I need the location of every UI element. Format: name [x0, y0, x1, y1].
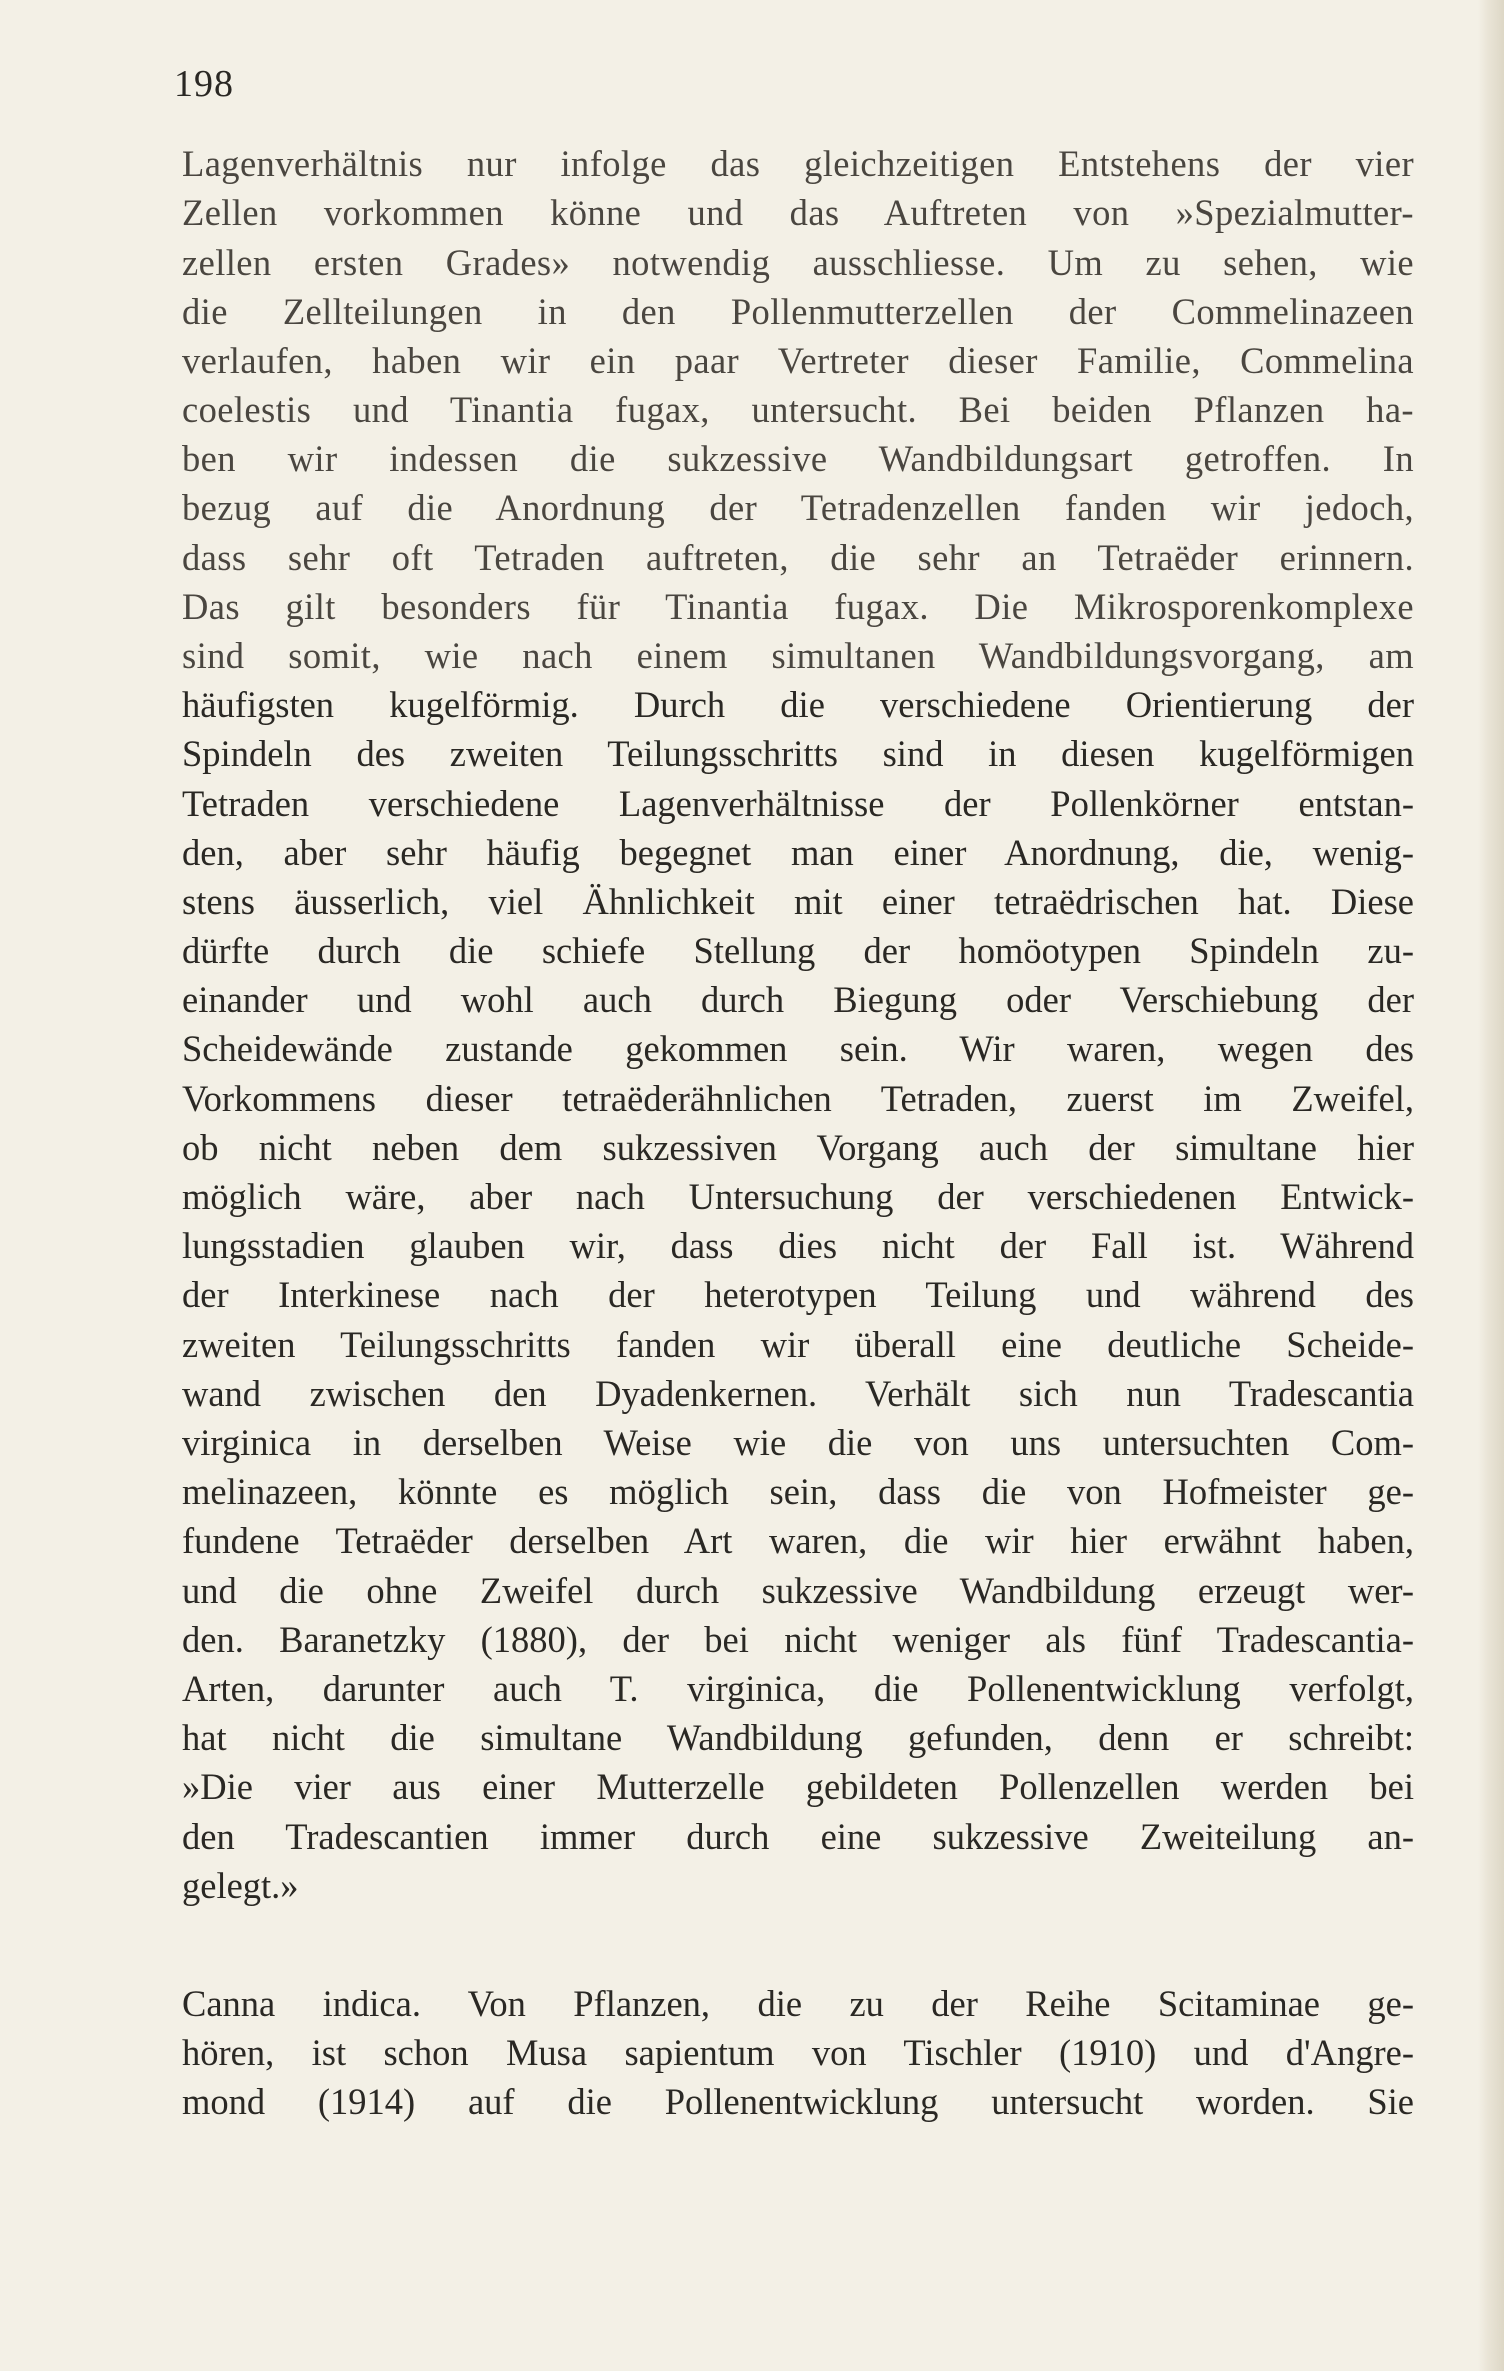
text-line: zweiten Teilungsschritts fanden wir überall eine deutliche Scheide- — [182, 1324, 1414, 1365]
text-line: ben wir indessen die sukzessive Wandbildungsart getroffen. In — [182, 438, 1414, 479]
text-line: Das gilt besonders für Tinantia fugax. Die Mikrosporenkomplexe — [182, 586, 1414, 627]
text-line: hat nicht die simultane Wandbildung gefunden, denn er schreibt: — [182, 1717, 1414, 1758]
text-line: wand zwischen den Dyadenkernen. Verhält sich nun Tradescantia — [182, 1373, 1414, 1414]
text-line: verlaufen, haben wir ein paar Vertreter dieser Familie, Commelina — [182, 340, 1414, 381]
text-line: die Zellteilungen in den Pollenmutterzellen der Commelinazeen — [182, 291, 1414, 332]
text-line: und die ohne Zweifel durch sukzessive Wandbildung erzeugt wer- — [182, 1570, 1414, 1611]
page-number: 198 — [174, 63, 234, 105]
text-line: der Interkinese nach der heterotypen Teilung und während des — [182, 1274, 1414, 1315]
text-line: bezug auf die Anordnung der Tetradenzellen fanden wir jedoch, — [182, 487, 1414, 528]
text-line: zellen ersten Grades» notwendig ausschliesse. Um zu sehen, wie — [182, 242, 1414, 283]
text-line: Zellen vorkommen könne und das Auftreten von »Spezialmutter- — [182, 192, 1414, 233]
text-line: coelestis und Tinantia fugax, untersucht. Bei beiden Pflanzen ha- — [182, 389, 1414, 430]
text-line: gelegt.» — [182, 1865, 299, 1906]
text-line: melinazeen, könnte es möglich sein, dass die von Hofmeister ge- — [182, 1471, 1414, 1512]
text-line: häufigsten kugelförmig. Durch die verschiedene Orientierung der — [182, 684, 1414, 725]
text-line: »Die vier aus einer Mutterzelle gebildeten Pollenzellen werden bei — [182, 1766, 1414, 1807]
text-line: den. Baranetzky (1880), der bei nicht weniger als fünf Tradescantia- — [182, 1619, 1414, 1660]
text-line: möglich wäre, aber nach Untersuchung der verschiedenen Entwick- — [182, 1176, 1414, 1217]
text-line: Scheidewände zustande gekommen sein. Wir waren, wegen des — [182, 1028, 1414, 1069]
text-line: Canna indica. Von Pflanzen, die zu der Reihe Scitaminae ge- — [182, 1983, 1414, 2024]
text-line: ob nicht neben dem sukzessiven Vorgang auch der simultane hier — [182, 1127, 1414, 1168]
text-line: einander und wohl auch durch Biegung oder Verschiebung der — [182, 979, 1414, 1020]
page-edge-shadow — [1478, 0, 1504, 2371]
text-line: den Tradescantien immer durch eine sukzessive Zweiteilung an- — [182, 1816, 1414, 1857]
text-line: hören, ist schon Musa sapientum von Tischler (1910) und d'Angre- — [182, 2032, 1414, 2073]
text-line: lungsstadien glauben wir, dass dies nicht der Fall ist. Während — [182, 1225, 1414, 1266]
text-line: dass sehr oft Tetraden auftreten, die sehr an Tetraëder erinnern. — [182, 537, 1414, 578]
text-line: virginica in derselben Weise wie die von uns untersuchten Com- — [182, 1422, 1414, 1463]
text-line: den, aber sehr häufig begegnet man einer Anordnung, die, wenig- — [182, 832, 1414, 873]
text-line: Lagenverhältnis nur infolge das gleichzeitigen Entstehens der vier — [182, 143, 1414, 184]
text-line: Tetraden verschiedene Lagenverhältnisse der Pollenkörner entstan- — [182, 783, 1414, 824]
text-line: dürfte durch die schiefe Stellung der homöotypen Spindeln zu- — [182, 930, 1414, 971]
text-line: mond (1914) auf die Pollenentwicklung untersucht worden. Sie — [182, 2081, 1414, 2122]
text-line: sind somit, wie nach einem simultanen Wandbildungsvorgang, am — [182, 635, 1414, 676]
text-line: fundene Tetraëder derselben Art waren, die wir hier erwähnt haben, — [182, 1520, 1414, 1561]
text-line: Arten, darunter auch T. virginica, die Pollenentwicklung verfolgt, — [182, 1668, 1414, 1709]
text-line: Spindeln des zweiten Teilungsschritts sind in diesen kugelförmigen — [182, 733, 1414, 774]
text-line: stens äusserlich, viel Ähnlichkeit mit einer tetraëdrischen hat. Diese — [182, 881, 1414, 922]
text-line: Vorkommens dieser tetraëderähnlichen Tetraden, zuerst im Zweifel, — [182, 1078, 1414, 1119]
